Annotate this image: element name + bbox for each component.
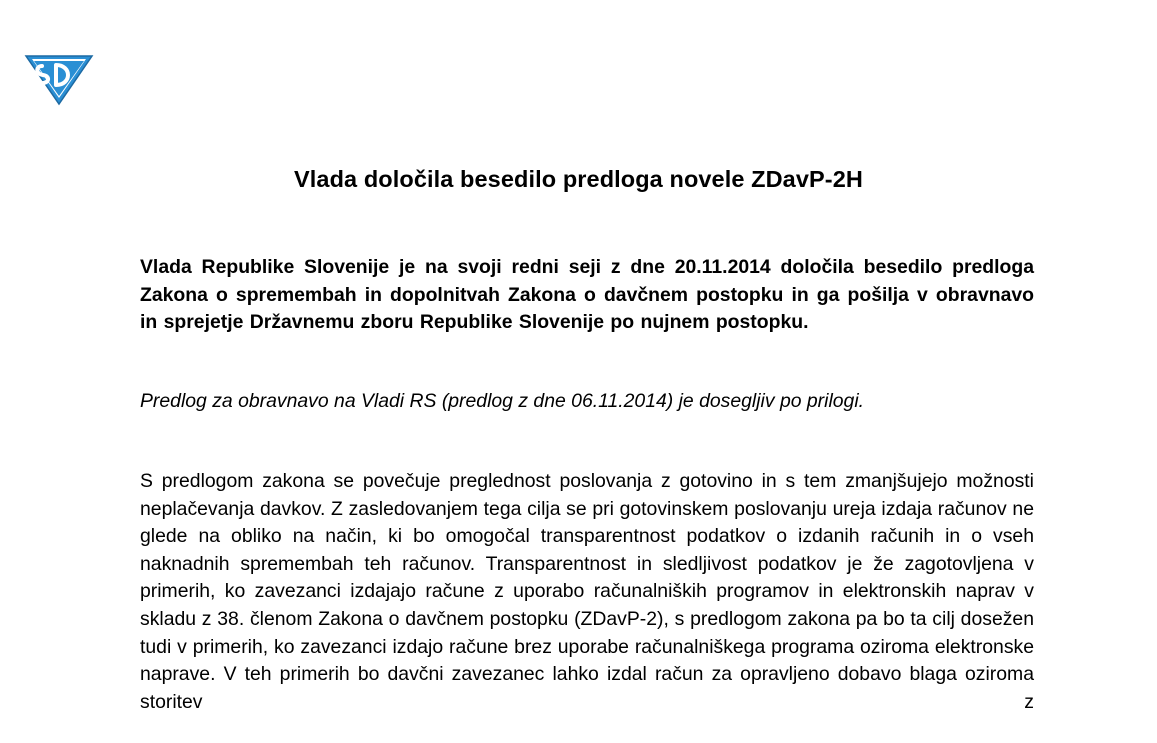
lead-paragraph: Vlada Republike Slovenije je na svoji redni seji z dne 20.11.2014 določila besedilo predloga Zakona o spremembah in dopolnitvah Zakona o davčnem postopku in ga pošilja v obravnavo in sprejetje Državnemu zboru Republike Slovenije po nujnem postopku. — [140, 256, 1034, 334]
document-title: Vlada določila besedilo predloga novele ZDavP-2H — [294, 166, 863, 192]
body-paragraph: S predlogom zakona se povečuje preglednost poslovanja z gotovino in s tem zmanjšujejo možnosti neplačevanja davkov. Z zasledovanjem tega cilja se pri gotovinskem poslovanju ureja izdaja računov ne glede na obliko na način, ki bo omogočal transparentnost podatkov o izdanih računih in o vseh naknadnih spremembah teh računov. Transparentnost in sledljivost podatkov je že zagotovljena v primerih, ko zavezanci izdajajo račune z uporabo računalniških programov in elektronskih naprav v skladu z 38. členom Zakona o davčnem postopku (ZDavP-2), s predlogom zakona pa bo ta cilj dosežen tudi v primerih, ko zavezanci izdajo račune brez uporabe računalniškega programa oziroma elektronske naprave. V teh primerih bo davčni zavezanec lahko izdal račun za opravljeno dobavo blaga oziroma storitev z — [140, 470, 1034, 713]
organization-logo — [22, 48, 96, 106]
sd-shield-logo-icon — [22, 48, 96, 106]
attachment-note: Predlog za obravnavo na Vladi RS (predlog z dne 06.11.2014) je dosegljiv po prilogi. — [140, 390, 865, 412]
